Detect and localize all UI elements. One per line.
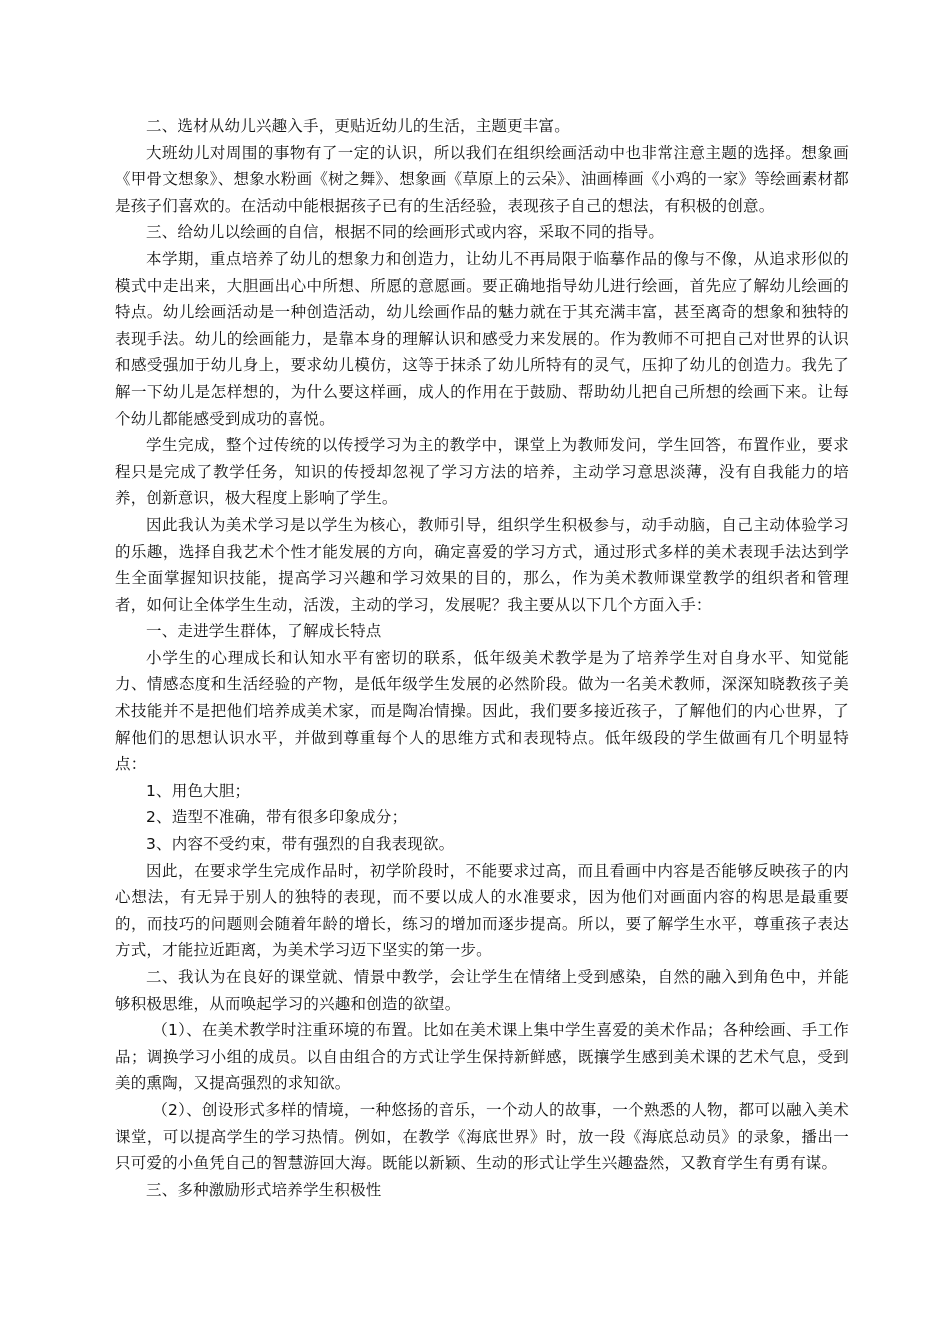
paragraph: 二、我认为在良好的课堂就、情景中教学，会让学生在情绪上受到感染，自然的融入到角色中，并能够积极思维，从而唤起学习的兴趣和创造的欲望。 — [115, 968, 849, 1013]
heading-1-student-group: 一、走进学生群体，了解成长特点 — [146, 622, 382, 641]
paragraph: 大班幼儿对周围的事物有了一定的认识，所以我们在组织绘画活动中也非常注意主题的选择。想象画《甲骨文想象》、想象水粉画《树之舞》、想象画《草原上的云朵》、油画棒画《小鸡的一家》等绘画素材都是孩子们喜欢的。在活动中能根据孩子已有的生活经验，表现孩子自己的想法，有积极的创意。 — [115, 143, 849, 215]
paragraph: 本学期，重点培养了幼儿的想象力和创造力，让幼儿不再局限于临摹作品的像与不像，从追求形似的模式中走出来，大胆画出心中所想、所愿的意愿画。要正确地指导幼儿进行绘画，首先应了解幼儿绘画的特点。幼儿绘画活动是一种创造活动，幼儿绘画作品的魅力就在于其充满丰富，甚至离奇的想象和独特的表现手法。幼儿的绘画能力，是靠本身的理解认识和感受力来发展的。作为教师不可把自己对世界的认识和感受强加于幼儿身上，要求幼儿模仿，这等于抹杀了幼儿所特有的灵气，压抑了幼儿的创造力。我先了解一下幼儿是怎样想的，为什么要这样画，成人的作用在于鼓励、帮助幼儿把自己所想的绘画下来。让每个幼儿都能感受到成功的喜悦。 — [115, 249, 849, 428]
list-item: 2、造型不准确，带有很多印象成分； — [146, 808, 408, 827]
heading-3-confidence: 三、给幼儿以绘画的自信，根据不同的绘画形式或内容，采取不同的指导。 — [146, 223, 665, 242]
document-body — [115, 113, 849, 1203]
paragraph: 小学生的心理成长和认知水平有密切的联系，低年级美术教学是为了培养学生对自身水平、知觉能力、情感态度和生活经验的产物，是低年级学生发展的必然阶段。做为一名美术教师，深深知晓教孩子美术技能并不是把他们培养成美术家，而是陶冶情操。因此，我们要多接近孩子，了解他们的内心世界，了解他们的思想认识水平，并做到尊重每个人的思维方式和表现特点。低年级段的学生做画有几个明显特点： — [115, 648, 849, 774]
paragraph: 因此，在要求学生完成作品时，初学阶段时，不能要求过高，而且看画中内容是否能够反映孩子的内心想法，有无异于别人的独特的表现，而不要以成人的水准要求，因为他们对画面内容的构思是最重要的，而技巧的问题则会随着年龄的增长，练习的增加而逐步提高。所以，要了解学生水平，尊重孩子表达方式，才能拉近距离，为美术学习迈下坚实的第一步。 — [115, 861, 849, 960]
sub-item: （1）、在美术教学时注重环境的布置。比如在美术课上集中学生喜爱的美术作品；各种绘画、手工作品；调换学习小组的成员。以自由组合的方式让学生保持新鲜感，既攘学生感到美术课的艺术气息，受到美的熏陶，又提高强烈的求知欲。 — [115, 1021, 849, 1093]
sub-item: （2）、创设形式多样的情境，一种悠扬的音乐，一个动人的故事，一个熟悉的人物，都可以融入美术课堂，可以提高学生的学习热情。例如，在教学《海底世界》时，放一段《海底总动员》的录象，播出一只可爱的小鱼凭自己的智慧游回大海。既能以新颖、生动的形式让学生兴趣盎然，又教育学生有勇有谋。 — [115, 1100, 849, 1173]
heading-3-motivation: 三、多种激励形式培养学生积极性 — [146, 1180, 382, 1199]
paragraph: 因此我认为美术学习是以学生为核心，教师引导，组织学生积极参与，动手动脑，自己主动体验学习的乐趣，选择自我艺术个性才能发展的方向，确定喜爱的学习方式，通过形式多样的美术表现手法达到学生全面掌握知识技能，提高学习兴趣和学习效果的目的，那么，作为美术教师课堂教学的组织者和管理者，如何让全体学生生动，活泼，主动的学习，发展呢？我主要从以下几个方面入手： — [115, 515, 849, 614]
paragraph: 学生完成，整个过传统的以传授学习为主的教学中，课堂上为教师发问，学生回答，布置作业，要求程只是完成了教学任务，知识的传授却忽视了学习方法的培养，主动学习意思淡薄，没有自我能力的培养，创新意识，极大程度上影响了学生。 — [115, 436, 849, 508]
list-item: 3、内容不受约束，带有强烈的自我表现欲。 — [146, 835, 455, 854]
heading-2-topic-selection: 二、选材从幼儿兴趣入手，更贴近幼儿的生活，主题更丰富。 — [146, 117, 570, 135]
list-item: 1、用色大胆； — [146, 781, 251, 800]
